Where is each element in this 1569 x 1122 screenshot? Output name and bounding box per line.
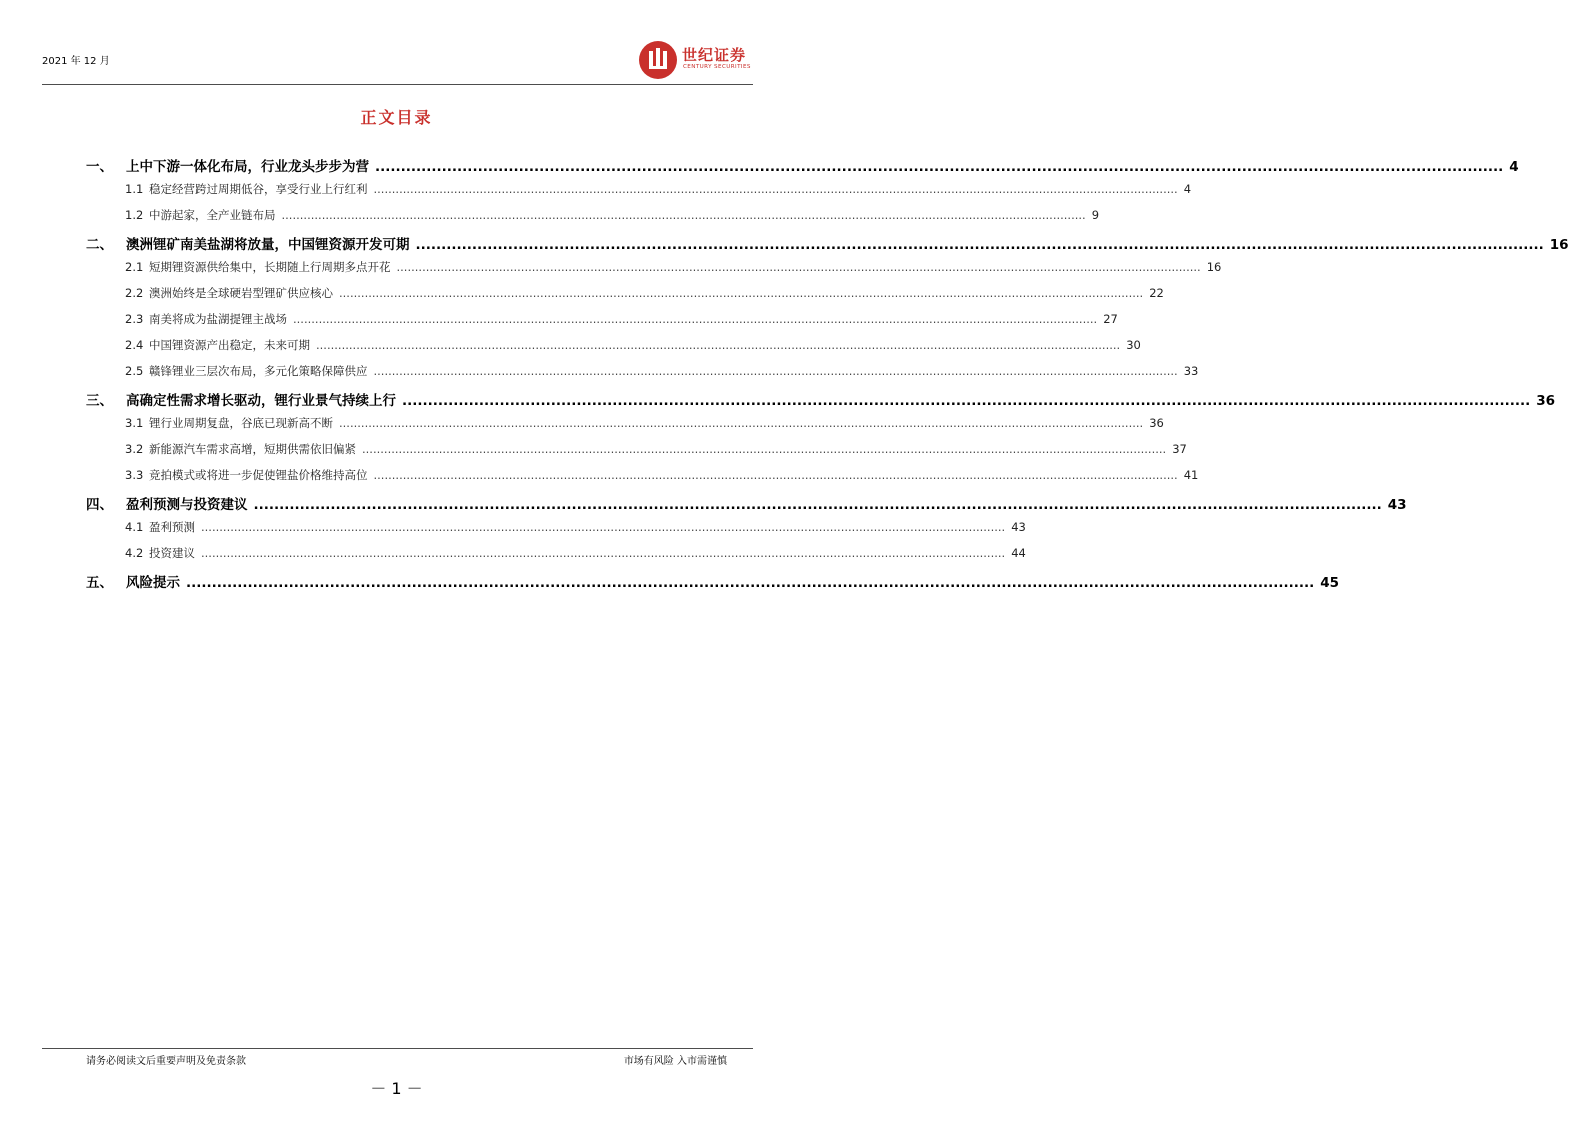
toc-entry-number: 2.3 [125,312,144,326]
toc-entry-page: 36 [1149,416,1164,430]
toc-entry-page: 22 [1149,286,1164,300]
toc-section-entry[interactable] [125,467,1199,483]
toc-entry-label: 竞拍模式或将进一步促使锂盐价格维持高位 [149,468,368,482]
disclaimer-note: 请务必阅读文后重要声明及免责条款 [86,1056,246,1067]
toc-entry-label: 短期锂资源供给集中，长期随上行周期多点开花 [149,260,391,274]
toc-leader-dots: ............................................................................................................................................................................................................................ [281,208,1086,222]
toc-entry-page: 33 [1183,364,1199,378]
toc-entry-page: 36 [1536,393,1556,409]
toc-chapter-entry[interactable] [86,389,1556,409]
toc-leader-dots: ............................................................................................................................................................................................................................ [316,338,1121,352]
toc-section-entry[interactable] [125,259,1222,275]
report-date: 2021 年 12 月 [42,56,110,67]
toc-leader-dots: ............................................................................................................................................................................................................................ [186,575,1315,591]
toc-entry-page: 41 [1183,468,1199,482]
toc-chapter-entry[interactable] [86,233,1569,253]
toc-entry-number: 二、 [86,237,113,253]
toc-leader-dots: ............................................................................................................................................................................................................................ [201,546,1006,560]
toc-leader-dots: ............................................................................................................................................................................................................................ [362,442,1167,456]
toc-entry-page: 4 [1509,159,1519,175]
toc-section-entry[interactable] [125,545,1026,561]
toc-entry-number: 3.3 [125,468,144,482]
toc-entry-page: 16 [1206,260,1222,274]
toc-entry-page: 16 [1549,237,1569,253]
company-logo [638,40,758,80]
toc-chapter-entry[interactable] [86,571,1340,591]
toc-entry-page: 4 [1183,182,1192,196]
toc-entry-number: 五、 [86,575,113,591]
toc-leader-dots: ............................................................................................................................................................................................................................ [373,364,1178,378]
toc-chapter-entry[interactable] [86,493,1407,513]
toc-section-entry[interactable] [125,363,1199,379]
footer-divider [42,1048,753,1049]
header-divider [42,84,753,85]
page-number: － 1 － [370,1079,423,1098]
toc-section-entry[interactable] [125,415,1164,431]
toc-leader-dots: ............................................................................................................................................................................................................................ [373,468,1178,482]
toc-entry-label: 盈利预测 [149,520,195,534]
toc-entry-number: 1.1 [125,182,144,196]
toc-entry-page: 27 [1103,312,1118,326]
toc-entry-label: 中游起家，全产业链布局 [149,208,276,222]
toc-entry-page: 30 [1126,338,1141,352]
toc-entry-number: 3.1 [125,416,144,430]
toc-entry-label: 高确定性需求增长驱动，锂行业景气持续上行 [126,393,396,409]
toc-entry-number: 2.1 [125,260,144,274]
toc-leader-dots: ............................................................................................................................................................................................................................ [339,286,1144,300]
toc-entry-number: 2.5 [125,364,144,378]
toc-entry-number: 4.1 [125,520,144,534]
toc-entry-label: 中国锂资源产出稳定，未来可期 [149,338,310,352]
toc-entry-page: 37 [1172,442,1187,456]
toc-entry-number: 三、 [86,393,113,409]
toc-entry-number: 4.2 [125,546,144,560]
toc-leader-dots: ............................................................................................................................................................................................................................ [402,393,1531,409]
toc-chapter-entry[interactable] [86,155,1519,175]
toc-section-entry[interactable] [125,441,1187,457]
toc-section-entry[interactable] [125,337,1141,353]
toc-entry-label: 新能源汽车需求高增，短期供需依旧偏紧 [149,442,356,456]
toc-section-entry[interactable] [125,181,1192,197]
toc-section-entry[interactable] [125,285,1164,301]
toc-entry-number: 2.2 [125,286,144,300]
toc-entry-page: 44 [1011,546,1026,560]
toc-leader-dots: ............................................................................................................................................................................................................................ [375,159,1504,175]
toc-entry-label: 锂行业周期复盘，谷底已现新高不断 [149,416,333,430]
toc-entry-label: 赣锋锂业三层次布局，多元化策略保障供应 [149,364,368,378]
toc-entry-number: 2.4 [125,338,144,352]
toc-leader-dots: ............................................................................................................................................................................................................................ [373,182,1178,196]
toc-section-entry[interactable] [125,519,1026,535]
toc-entry-number: 一、 [86,159,113,175]
toc-leader-dots: ............................................................................................................................................................................................................................ [201,520,1006,534]
toc-entry-number: 1.2 [125,208,144,222]
toc-entry-page: 43 [1387,497,1407,513]
toc-entry-page: 9 [1091,208,1100,222]
toc-entry-label: 风险提示 [126,575,180,591]
toc-entry-page: 43 [1011,520,1026,534]
toc-entry-label: 上中下游一体化布局，行业龙头步步为营 [126,159,369,175]
toc-leader-dots: ............................................................................................................................................................................................................................ [396,260,1201,274]
toc-entry-label: 南美将成为盐湖提锂主战场 [149,312,287,326]
toc-entry-label: 盈利预测与投资建议 [126,497,248,513]
risk-warning: 市场有风险 入市需谨慎 [623,1056,727,1067]
toc-entry-label: 澳洲锂矿南美盐湖将放量，中国锂资源开发可期 [126,237,410,253]
toc-section-entry[interactable] [125,311,1118,327]
toc-leader-dots: ............................................................................................................................................................................................................................ [293,312,1098,326]
toc-leader-dots: ............................................................................................................................................................................................................................ [415,237,1544,253]
toc-title: 正文目录 [360,108,433,127]
toc-entry-page: 45 [1320,575,1340,591]
toc-leader-dots: ............................................................................................................................................................................................................................ [253,497,1382,513]
logo-name: 世纪证券 [682,46,747,64]
toc-entry-label: 稳定经营跨过周期低谷，享受行业上行红利 [149,182,368,196]
toc-leader-dots: ............................................................................................................................................................................................................................ [339,416,1144,430]
toc-entry-label: 澳洲始终是全球硬岩型锂矿供应核心 [149,286,333,300]
toc-entry-number: 四、 [86,497,113,513]
logo-subtitle: CENTURY SECURITIES [683,64,751,70]
toc-entry-number: 3.2 [125,442,144,456]
logo-emblem-icon [638,40,678,80]
toc-entry-label: 投资建议 [149,546,195,560]
toc-section-entry[interactable] [125,207,1100,223]
